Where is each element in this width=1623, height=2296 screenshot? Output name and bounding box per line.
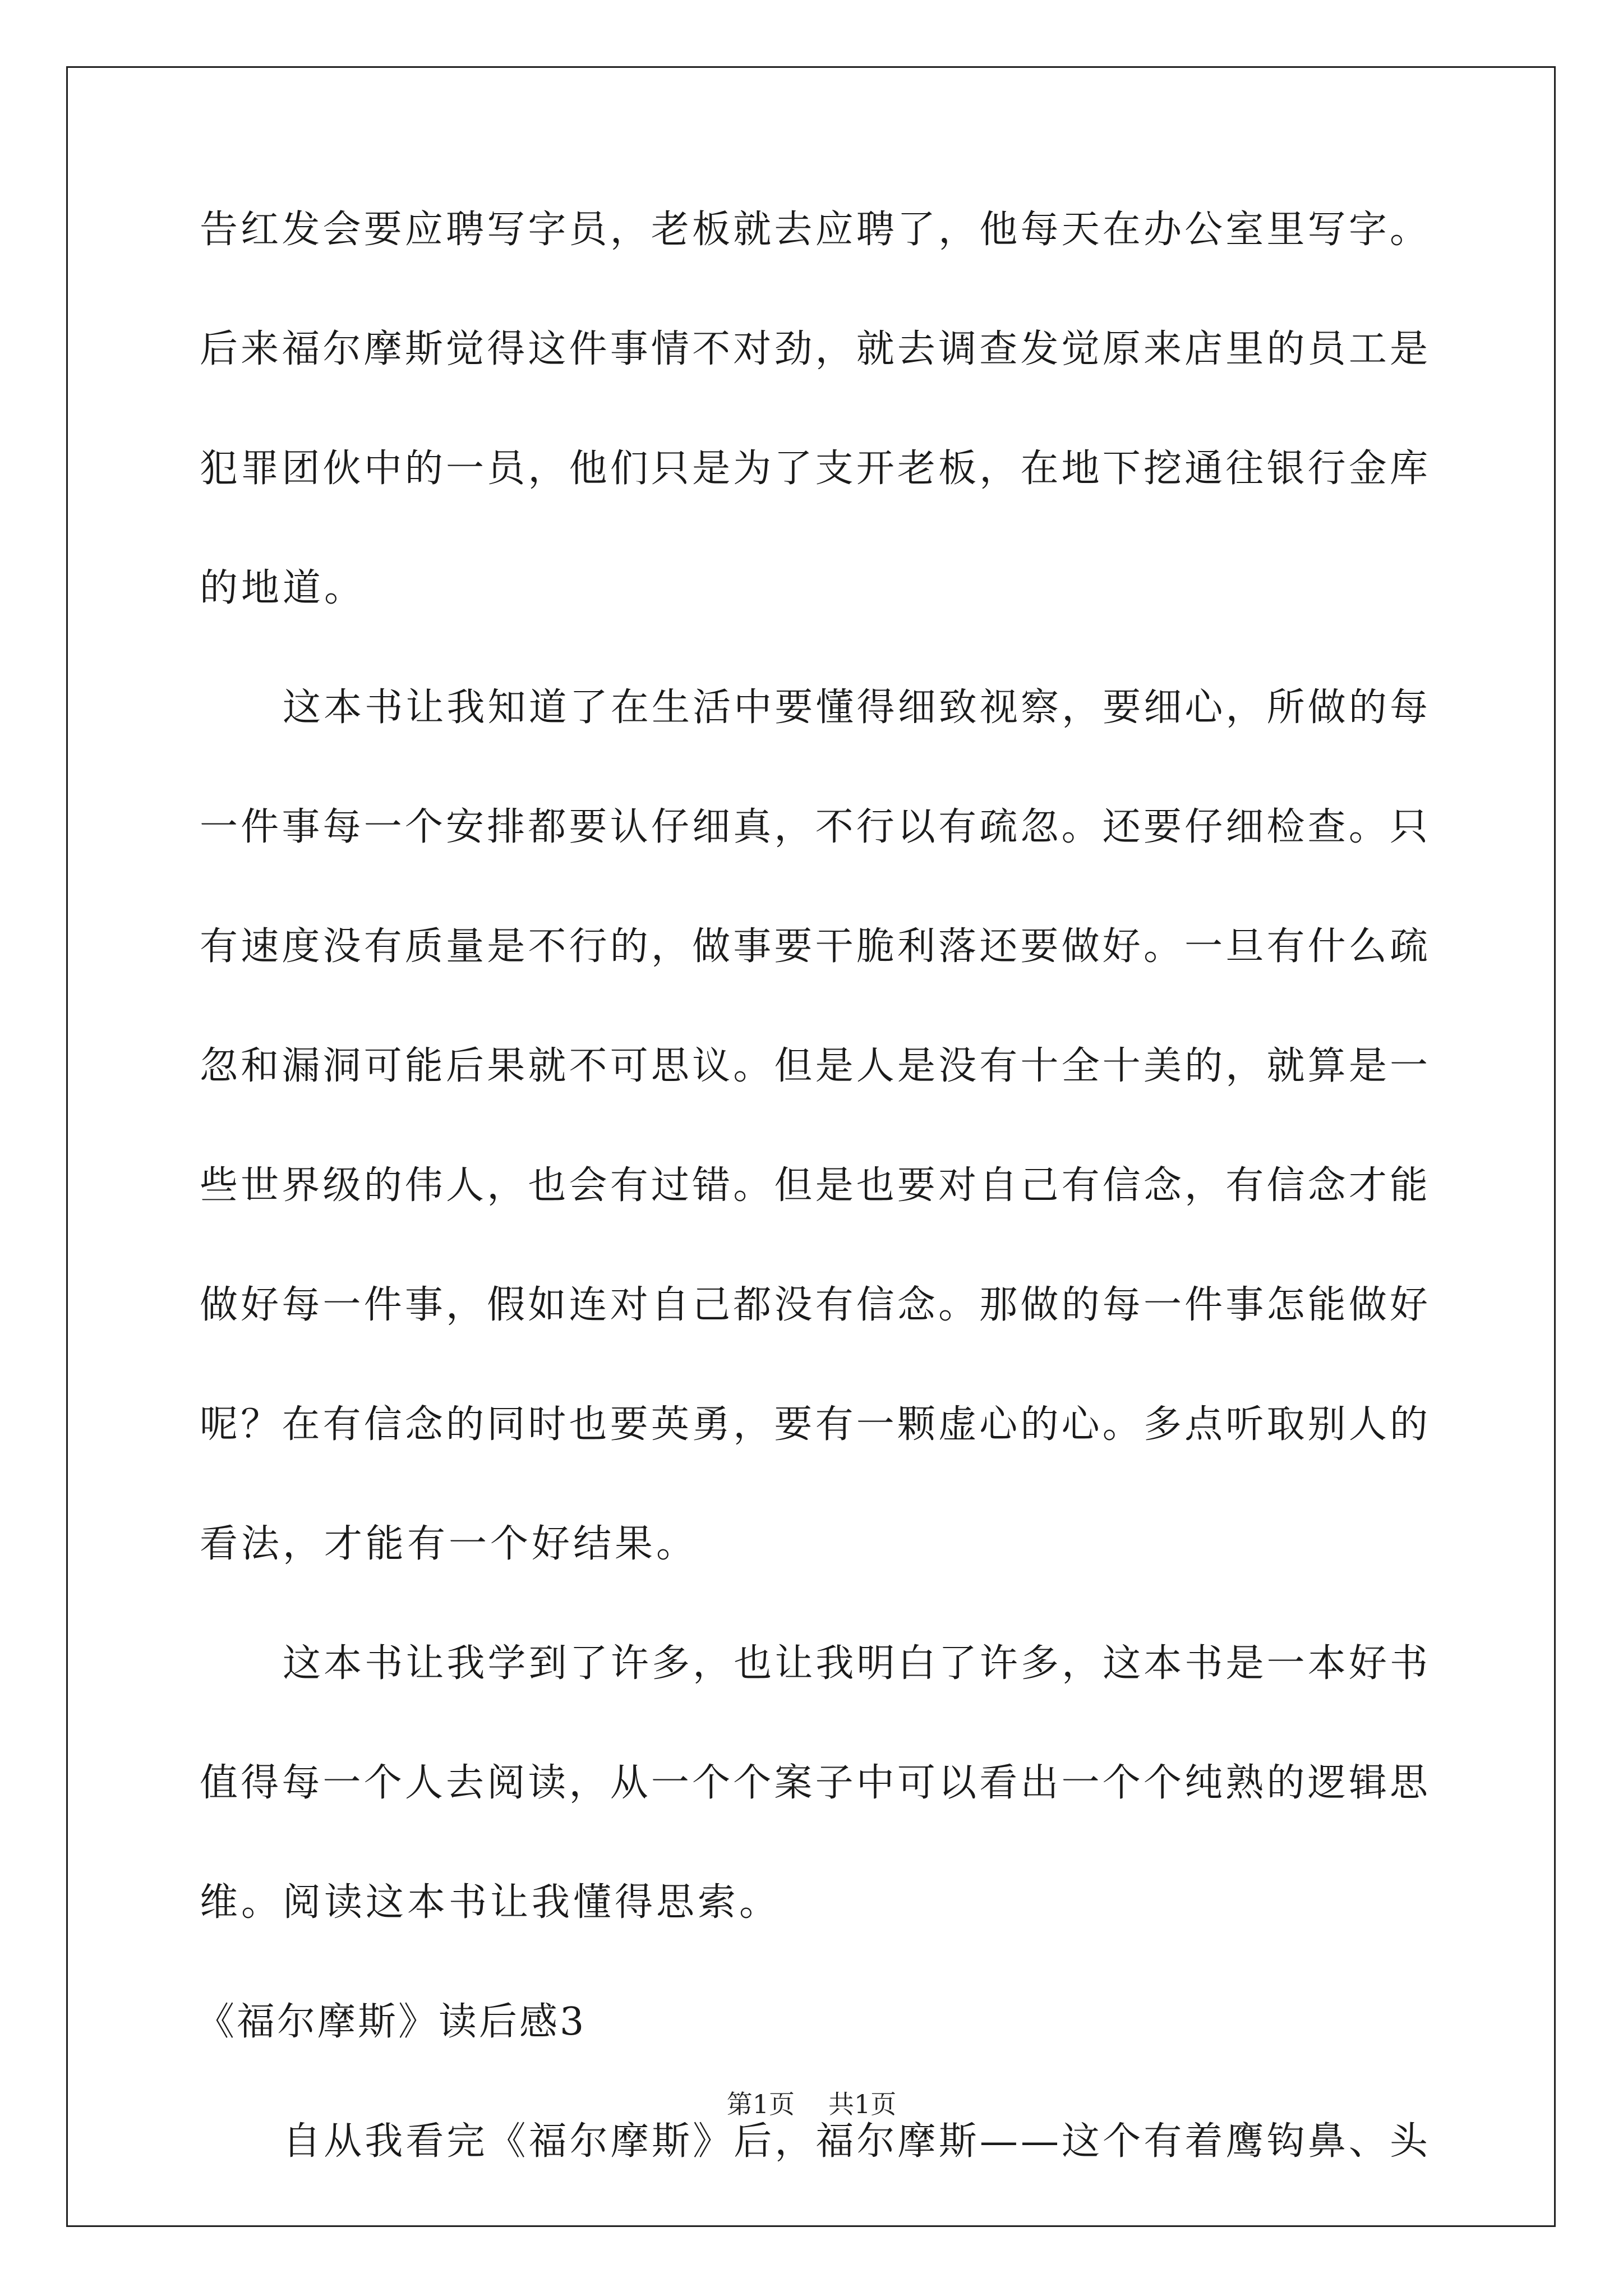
text-line: 做 好 每 一 件 事 ， 假 如 连 对 自 己 都 没 有 信 念 。 那 做 的 每 一 件 事 怎 能 做 好 xyxy=(200,1283,1428,1327)
text-line: 一 件 事 每 一 个 安 排 都 要 认 仔 细 真 ， 不 行 以 有 疏 忽 。 还 要 仔 细 检 查 。 只 xyxy=(200,805,1428,849)
text-line: 告 红 发 会 要 应 聘 写 字 员 ， 老 板 就 去 应 聘 了 ， 他 每 天 在 办 公 室 里 写 字 。 xyxy=(200,208,1428,252)
text-line: 有 速 度 没 有 质 量 是 不 行 的 ， 做 事 要 干 脆 利 落 还 要 做 好 。 一 旦 有 什 么 疏 xyxy=(200,924,1428,969)
page-footer xyxy=(0,2084,1623,2121)
text-line: 些 世 界 级 的 伟 人 ， 也 会 有 过 错 。 但 是 也 要 对 自 己 有 信 念 ， 有 信 念 才 能 xyxy=(200,1163,1428,1208)
text-line: 的地道。 xyxy=(200,566,366,610)
page-number-total: 共1页 xyxy=(828,2089,897,2119)
document-body xyxy=(196,202,1428,2233)
text-line: 看法，才能有一个好结果。 xyxy=(200,1522,698,1566)
paragraph-start-line: 自 从 我 看 完 《 福 尔 摩 斯 》 后 ， 福 尔 摩 斯 — — 这 个 有 着 鹰 钩 鼻 、 头 xyxy=(283,2119,1428,2164)
text-line: 忽 和 漏 洞 可 能 后 果 就 不 可 思 议 。 但 是 人 是 没 有 十 全 十 美 的 ， 就 算 是 一 xyxy=(200,1044,1428,1088)
paragraph-start-line: 这 本 书 让 我 学 到 了 许 多 ， 也 让 我 明 白 了 许 多 ， 这 本 书 是 一 本 好 书 xyxy=(283,1641,1428,1686)
page-number-current: 第1页 xyxy=(726,2089,795,2119)
text-line: 维。阅读这本书让我懂得思索。 xyxy=(200,1880,781,1925)
paragraph-start-line: 这 本 书 让 我 知 道 了 在 生 活 中 要 懂 得 细 致 视 察 ， 要 细 心 ， 所 做 的 每 xyxy=(283,685,1428,730)
section-heading: 《福尔摩斯》读后感3 xyxy=(196,2000,587,2044)
text-line: 后 来 福 尔 摩 斯 觉 得 这 件 事 情 不 对 劲 ， 就 去 调 查 发 觉 原 来 店 里 的 员 工 是 xyxy=(200,327,1428,371)
text-line: 值 得 每 一 个 人 去 阅 读 ， 从 一 个 个 案 子 中 可 以 看 出 一 个 个 纯 熟 的 逻 辑 思 xyxy=(200,1761,1428,1805)
text-line: 犯 罪 团 伙 中 的 一 员 ， 他 们 只 是 为 了 支 开 老 板 ， 在 地 下 挖 通 往 银 行 金 库 xyxy=(200,447,1428,491)
text-line: 呢 ？ 在 有 信 念 的 同 时 也 要 英 勇 ， 要 有 一 颗 虚 心 的 心 。 多 点 听 取 别 人 的 xyxy=(200,1402,1428,1447)
